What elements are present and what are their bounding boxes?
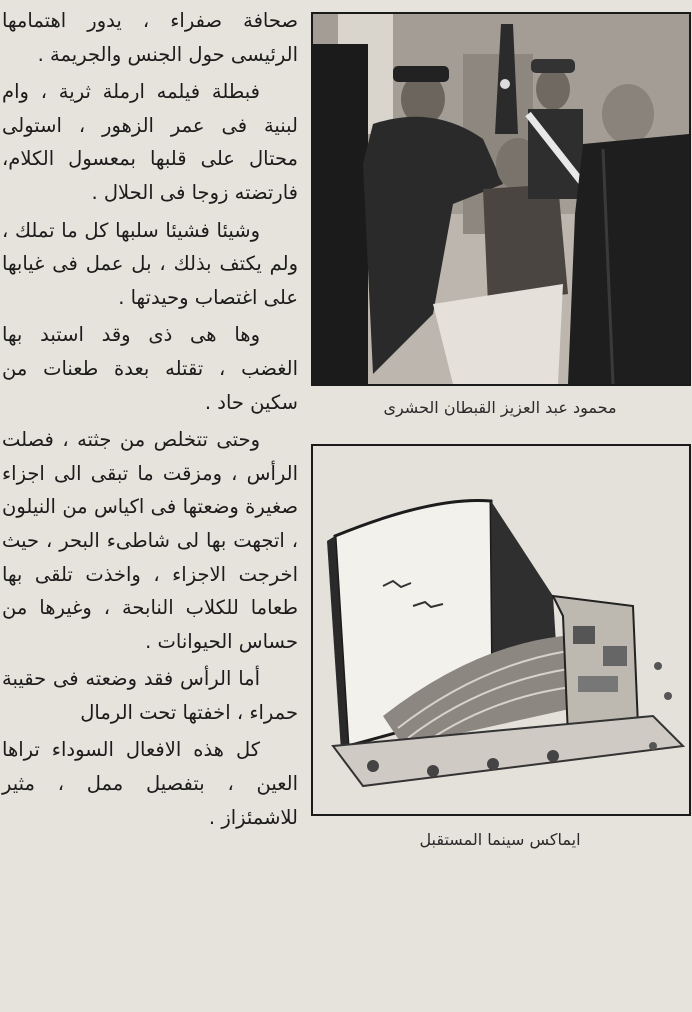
article-paragraph: وها هى ذى وقد استبد بها الغضب ، تقتله بعدة طعنات من سكين حاد . <box>2 323 298 414</box>
photo-caption: ايماكس سينما المستقبل <box>419 830 581 849</box>
article-paragraph: وشيئا فشيئا سلبها كل ما تملك ، ولم يكتف بذلك ، بل عمل فى غيابها على اغتصاب وحيدتها . <box>2 218 298 309</box>
photo-caption: محمود عبد العزيز القبطان الحشرى <box>383 398 617 417</box>
film-still-photo <box>311 12 691 386</box>
article-paragraph: كل هذه الافعال السوداء تراها العين ، بتفصيل ممل ، مثير للاشمئزاز . <box>2 738 298 829</box>
article-paragraph: صحافة صفراء ، يدور اهتمامها الرئيسى حول الجنس والجريمة . <box>2 9 298 66</box>
imax-cutaway-illustration <box>311 444 691 816</box>
article-paragraph: فبطلة فيلمه ارملة ثرية ، وام لبنية فى عمر الزهور ، استولى محتال على قلبها بمعسول الكلام، فارتضته زوجا فى الحلال . <box>2 80 298 204</box>
article-paragraph: وحتى تتخلص من جثته ، فصلت الرأس ، ومزقت ما تبقى الى اجزاء صغيرة وضعتها فى اكياس من النيلون ، اتجهت بها لى شاطىء البحر ، حيث اخرجت الاجزاء ، واخذت تلقى بها طعاما للكلاب النابحة ، وغيرها من حساس الحيوانات . <box>2 428 298 653</box>
article-paragraph: أما الرأس فقد وضعته فى حقيبة حمراء ، اخفتها تحت الرمال <box>2 667 298 724</box>
article-body <box>2 4 298 838</box>
